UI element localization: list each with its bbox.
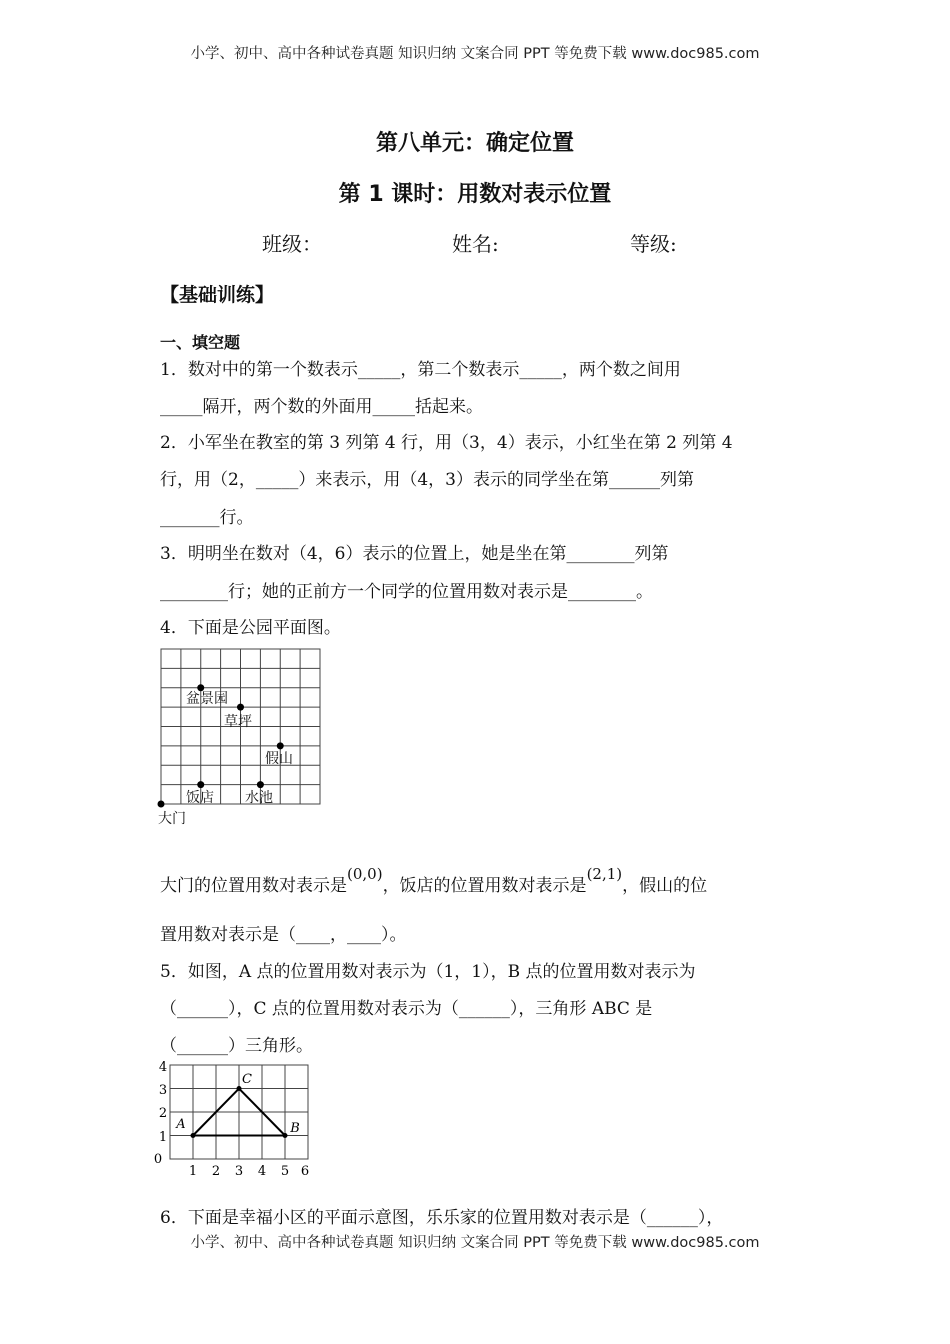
x-tick-3: 3 [234, 1164, 244, 1179]
x-tick-5: 5 [280, 1164, 290, 1179]
map-label-rockery: 假山 [265, 751, 293, 767]
q2-line1: 2．小军坐在教室的第 3 列第 4 行，用（3，4）表示，小红坐在第 2 列第 4 [160, 433, 733, 453]
point-b-label: B [290, 1121, 300, 1136]
map-label-restaurant: 饭店 [186, 790, 214, 806]
x-tick-4: 4 [257, 1164, 267, 1179]
q3-line1: 3．明明坐在数对（4，6）表示的位置上，她是坐在第________列第 [160, 544, 669, 564]
restaurant-pair: (2,1) [586, 865, 623, 883]
y-tick-2: 2 [158, 1106, 168, 1121]
y-tick-1: 1 [158, 1130, 168, 1145]
point-a-dot [191, 1133, 196, 1138]
q2-line3: _______行。 [160, 508, 254, 528]
point-c-dot [237, 1086, 242, 1091]
q5-line3: （______）三角形。 [160, 1036, 313, 1056]
name-label: 姓名: [452, 232, 499, 256]
gate-pair: (0,0) [347, 865, 383, 883]
grade-label: 等级: [630, 232, 677, 256]
point-b-dot [283, 1133, 288, 1138]
class-label: 班级： [262, 232, 322, 256]
gate-dot [158, 801, 165, 808]
page-footer: 小学、初中、高中各种试卷真题 知识归纳 文案合同 PPT 等免费下载 www.doc985.com [190, 1235, 760, 1251]
q2-line2: 行，用（2，_____）来表示，用（4，3）表示的同学坐在第______列第 [160, 470, 694, 490]
point-c-label: C [242, 1072, 252, 1087]
x-tick-1: 1 [188, 1164, 198, 1179]
q4-answer-prefix: 大门的位置用数对表示是 [160, 876, 347, 896]
map-label-lawn: 草坪 [224, 714, 252, 730]
triangle-grid [150, 1055, 325, 1180]
q5-line1: 5．如图，A 点的位置用数对表示为（1，1），B 点的位置用数对表示为 [160, 962, 696, 982]
x-tick-2: 2 [211, 1164, 221, 1179]
map-label-bonsai: 盆景园 [186, 691, 228, 707]
q1-line1: 1．数对中的第一个数表示_____，第二个数表示_____，两个数之间用 [160, 360, 681, 380]
page-subtitle: 第 1 课时：用数对表示位置 [338, 182, 612, 207]
page-header: 小学、初中、高中各种试卷真题 知识归纳 文案合同 PPT 等免费下载 www.doc985.com [190, 46, 760, 62]
q4-answer-mid: ，饭店的位置用数对表示是 [382, 876, 587, 896]
q4-line2 [160, 865, 708, 896]
q1-line2: _____隔开，两个数的外面用_____括起来。 [160, 397, 483, 417]
q4-line1: 4．下面是公园平面图。 [160, 618, 341, 638]
page-title: 第八单元：确定位置 [375, 131, 574, 156]
q3-line2: ________行；她的正前方一个同学的位置用数对表示是________。 [160, 582, 653, 602]
y-tick-4: 4 [158, 1060, 168, 1075]
q6-line1: 6．下面是幸福小区的平面示意图，乐乐家的位置用数对表示是（______）， [160, 1208, 724, 1228]
y-tick-0: 0 [153, 1152, 163, 1167]
q4-line3: 置用数对表示是（____，____）。 [160, 925, 407, 945]
lawn-dot [237, 704, 244, 711]
part-title: 一、填空题 [160, 333, 241, 352]
q5-line2: （______），C 点的位置用数对表示为（______），三角形 ABC 是 [160, 999, 653, 1019]
section-title: 【基础训练】 [160, 284, 275, 306]
y-tick-3: 3 [158, 1083, 168, 1098]
triangle-grid-lines [170, 1065, 308, 1159]
point-a-label: A [176, 1117, 186, 1132]
map-label-pond: 水池 [245, 790, 273, 806]
q4-answer-suffix: ，假山的位 [622, 876, 708, 896]
map-label-gate: 大门 [158, 811, 186, 827]
x-tick-6: 6 [300, 1164, 310, 1179]
